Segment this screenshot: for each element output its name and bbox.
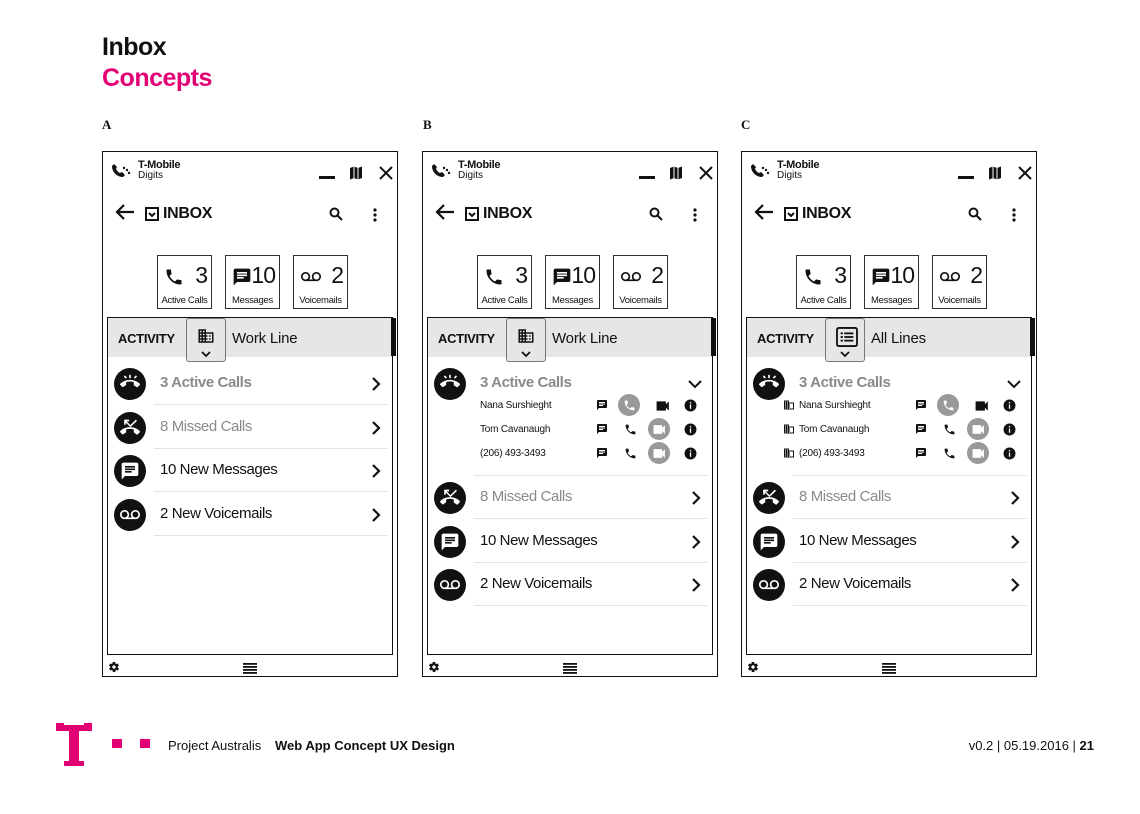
search-icon[interactable] — [968, 207, 982, 221]
chevron-down-icon[interactable] — [1007, 376, 1021, 394]
stat-label: Active Calls — [800, 295, 847, 306]
message-icon[interactable] — [596, 447, 608, 462]
phone-icon[interactable] — [624, 423, 637, 439]
chevron-down-icon — [201, 351, 211, 358]
active-call-contact[interactable] — [428, 418, 712, 442]
stat-count: 10 — [890, 262, 914, 288]
phone-icon[interactable] — [624, 447, 637, 463]
missed-call-icon — [434, 482, 466, 514]
phone-icon[interactable] — [937, 394, 959, 416]
stat-tile[interactable] — [477, 255, 532, 309]
row-label: 2 New Voicemails — [799, 575, 911, 592]
activity-label: ACTIVITY — [438, 331, 495, 346]
map-icon[interactable] — [349, 166, 363, 180]
stat-label: Active Calls — [481, 295, 528, 306]
footer-version — [969, 738, 1094, 753]
concept-label: B — [423, 117, 432, 132]
more-options-icon[interactable] — [373, 208, 377, 222]
message-icon — [232, 267, 252, 292]
phone-mockup — [741, 151, 1037, 677]
inbox-title: INBOX — [483, 205, 533, 222]
close-icon[interactable] — [699, 166, 713, 180]
stat-count: 2 — [970, 262, 982, 288]
inbox-icon — [784, 207, 798, 221]
map-icon[interactable] — [988, 166, 1002, 180]
stat-label: Voicemails — [938, 295, 981, 306]
row-label: 3 Active Calls — [160, 374, 252, 391]
chevron-right-icon[interactable] — [370, 508, 382, 527]
activity-row[interactable] — [428, 520, 712, 563]
row-label: 8 Missed Calls — [160, 417, 252, 435]
stat-count: 3 — [515, 262, 527, 288]
inbox-icon — [145, 207, 159, 221]
voicemail-icon — [753, 569, 785, 601]
inbox-title: INBOX — [163, 205, 213, 222]
building-icon — [783, 399, 795, 414]
app-brand-sub: Digits — [777, 170, 803, 181]
t-mobile-digits-logo-icon — [748, 164, 770, 180]
stat-label: Voicemails — [299, 295, 342, 306]
chevron-right-icon[interactable] — [690, 491, 702, 510]
stat-count: 2 — [331, 262, 343, 288]
chevron-right-icon[interactable] — [370, 464, 382, 483]
message-icon — [552, 267, 572, 292]
minimize-icon[interactable] — [319, 176, 335, 179]
row-label: 8 Missed Calls — [480, 488, 572, 505]
t-mobile-digits-logo-icon — [109, 164, 131, 180]
contact-name: (206) 493-3493 — [799, 448, 865, 459]
phone-icon[interactable] — [943, 447, 956, 463]
video-icon[interactable] — [975, 400, 989, 415]
message-icon[interactable] — [596, 399, 608, 414]
app-brand: T-Mobile — [458, 159, 501, 171]
divider — [474, 605, 708, 606]
stat-tile[interactable] — [932, 255, 987, 309]
settings-gear-icon[interactable] — [747, 661, 759, 673]
activity-row[interactable] — [428, 476, 712, 519]
stat-label: Messages — [552, 295, 593, 306]
active-call-contact[interactable] — [428, 394, 712, 418]
stat-count: 2 — [651, 262, 663, 288]
back-arrow-icon[interactable] — [115, 204, 135, 220]
contact-name: Nana Surshieght — [799, 400, 871, 411]
footer-doc-title: Web App Concept UX Design — [275, 738, 455, 753]
row-label: 10 New Messages — [480, 531, 598, 549]
activity-row[interactable] — [108, 406, 392, 449]
concept-label: A — [102, 117, 112, 132]
chevron-down-icon — [521, 351, 531, 358]
activity-panel — [746, 317, 1032, 655]
info-icon[interactable] — [1003, 423, 1016, 439]
concept-label: C — [741, 117, 751, 132]
more-options-icon[interactable] — [693, 208, 697, 222]
activity-label: ACTIVITY — [118, 331, 175, 346]
active-call-icon — [114, 368, 146, 400]
info-icon[interactable] — [684, 399, 697, 415]
voicemail-icon — [300, 267, 322, 292]
menu-icon[interactable] — [882, 663, 896, 674]
stat-tile[interactable] — [864, 255, 919, 309]
stat-count: 10 — [571, 262, 595, 288]
search-icon[interactable] — [329, 207, 343, 221]
chevron-right-icon[interactable] — [1009, 578, 1021, 597]
active-call-contact[interactable] — [428, 442, 712, 466]
search-icon[interactable] — [649, 207, 663, 221]
info-icon[interactable] — [1003, 399, 1016, 415]
row-label: 2 New Voicemails — [160, 504, 272, 522]
page-subtitle: Concepts — [102, 64, 212, 92]
close-icon[interactable] — [1018, 166, 1032, 180]
active-call-contact[interactable] — [747, 418, 1031, 442]
activity-row[interactable] — [108, 449, 392, 492]
activity-label: ACTIVITY — [757, 331, 814, 346]
menu-icon[interactable] — [243, 663, 257, 674]
voicemail-icon — [434, 569, 466, 601]
inbox-icon — [465, 207, 479, 221]
footer-version-text: v0.2 | 05.19.2016 | — [968, 738, 1080, 753]
menu-icon[interactable] — [563, 663, 577, 674]
stat-tile[interactable] — [796, 255, 851, 309]
phone-icon[interactable] — [618, 394, 640, 416]
contact-name: Tom Cavanaugh — [799, 424, 870, 435]
activity-row[interactable] — [428, 563, 712, 606]
activity-panel — [427, 317, 713, 655]
stat-count: 10 — [251, 262, 275, 288]
stat-tile[interactable] — [157, 255, 212, 309]
activity-row[interactable] — [747, 476, 1031, 519]
row-label: 3 Active Calls — [480, 374, 572, 391]
stat-count: 3 — [195, 262, 207, 288]
chevron-right-icon[interactable] — [370, 377, 382, 396]
row-label: 10 New Messages — [160, 461, 278, 478]
scrollbar[interactable] — [391, 318, 396, 356]
message-icon[interactable] — [915, 399, 927, 414]
stat-tile[interactable] — [293, 255, 348, 309]
stat-label: Messages — [232, 295, 273, 306]
phone-icon — [164, 267, 184, 292]
settings-gear-icon[interactable] — [108, 661, 120, 673]
footer-project: Project Australis — [168, 738, 262, 753]
divider — [154, 535, 388, 536]
voicemail-icon — [620, 267, 642, 292]
chevron-down-icon[interactable] — [688, 376, 702, 394]
contact-name: (206) 493-3493 — [480, 448, 546, 459]
building-icon — [517, 327, 535, 350]
building-icon — [783, 447, 795, 462]
stat-label: Messages — [871, 295, 912, 306]
row-label: 3 Active Calls — [799, 374, 891, 391]
divider — [793, 605, 1027, 606]
app-brand-sub: Digits — [458, 170, 484, 181]
contact-name: Tom Cavanaugh — [480, 424, 551, 435]
chevron-right-icon[interactable] — [1009, 535, 1021, 554]
back-arrow-icon[interactable] — [754, 204, 774, 220]
activity-panel — [107, 317, 393, 655]
message-icon[interactable] — [915, 423, 927, 438]
phone-mockup — [102, 151, 398, 677]
line-name: Work Line — [232, 330, 298, 347]
stat-tile[interactable] — [613, 255, 668, 309]
message-icon — [114, 455, 146, 487]
video-icon[interactable] — [656, 400, 670, 415]
missed-call-icon — [753, 482, 785, 514]
t-mobile-logo — [56, 723, 156, 767]
phone-icon — [803, 267, 823, 292]
scrollbar[interactable] — [1030, 318, 1035, 356]
minimize-icon[interactable] — [639, 176, 655, 179]
building-icon — [197, 327, 215, 350]
settings-gear-icon[interactable] — [428, 661, 440, 673]
phone-icon — [484, 267, 504, 292]
app-brand: T-Mobile — [777, 159, 820, 171]
active-call-contact[interactable] — [747, 394, 1031, 418]
map-icon[interactable] — [669, 166, 683, 180]
list-icon — [836, 327, 858, 352]
activity-row[interactable] — [108, 493, 392, 536]
contact-name: Nana Surshieght — [480, 400, 552, 411]
row-label: 10 New Messages — [799, 531, 917, 549]
app-brand-sub: Digits — [138, 170, 164, 181]
line-selector-button[interactable] — [186, 318, 226, 362]
close-icon[interactable] — [379, 166, 393, 180]
scrollbar[interactable] — [711, 318, 716, 356]
row-label: 2 New Voicemails — [480, 575, 592, 592]
video-icon[interactable] — [648, 442, 670, 464]
info-icon[interactable] — [1003, 447, 1016, 463]
app-brand: T-Mobile — [138, 159, 181, 171]
video-icon[interactable] — [967, 418, 989, 440]
line-name: All Lines — [871, 330, 926, 347]
info-icon[interactable] — [684, 447, 697, 463]
chevron-right-icon[interactable] — [690, 578, 702, 597]
phone-mockup — [422, 151, 718, 677]
footer-page-number: 21 — [1079, 738, 1094, 753]
page-title: Inbox — [102, 33, 167, 61]
activity-row[interactable] — [747, 520, 1031, 563]
line-selector-button[interactable] — [825, 318, 865, 362]
video-icon[interactable] — [648, 418, 670, 440]
stat-tile[interactable] — [225, 255, 280, 309]
line-name: Work Line — [552, 330, 618, 347]
video-icon[interactable] — [967, 442, 989, 464]
message-icon — [434, 526, 466, 558]
stat-label: Voicemails — [619, 295, 662, 306]
stat-label: Active Calls — [161, 295, 208, 306]
voicemail-icon — [114, 499, 146, 531]
chevron-down-icon — [840, 351, 850, 358]
message-icon — [753, 526, 785, 558]
message-icon[interactable] — [915, 447, 927, 462]
inbox-title: INBOX — [802, 205, 852, 222]
chevron-right-icon[interactable] — [1009, 491, 1021, 510]
more-options-icon[interactable] — [1012, 208, 1016, 222]
activity-row[interactable] — [108, 362, 392, 405]
chevron-right-icon[interactable] — [690, 535, 702, 554]
phone-icon[interactable] — [943, 423, 956, 439]
active-call-contact[interactable] — [747, 442, 1031, 466]
activity-row[interactable] — [747, 563, 1031, 606]
stat-tile[interactable] — [545, 255, 600, 309]
voicemail-icon — [939, 267, 961, 292]
stat-count: 3 — [834, 262, 846, 288]
back-arrow-icon[interactable] — [435, 204, 455, 220]
message-icon — [871, 267, 891, 292]
line-selector-button[interactable] — [506, 318, 546, 362]
message-icon[interactable] — [596, 423, 608, 438]
building-icon — [783, 423, 795, 438]
info-icon[interactable] — [684, 423, 697, 439]
chevron-right-icon[interactable] — [370, 421, 382, 440]
minimize-icon[interactable] — [958, 176, 974, 179]
row-label: 8 Missed Calls — [799, 488, 891, 505]
t-mobile-digits-logo-icon — [429, 164, 451, 180]
missed-call-icon — [114, 412, 146, 444]
